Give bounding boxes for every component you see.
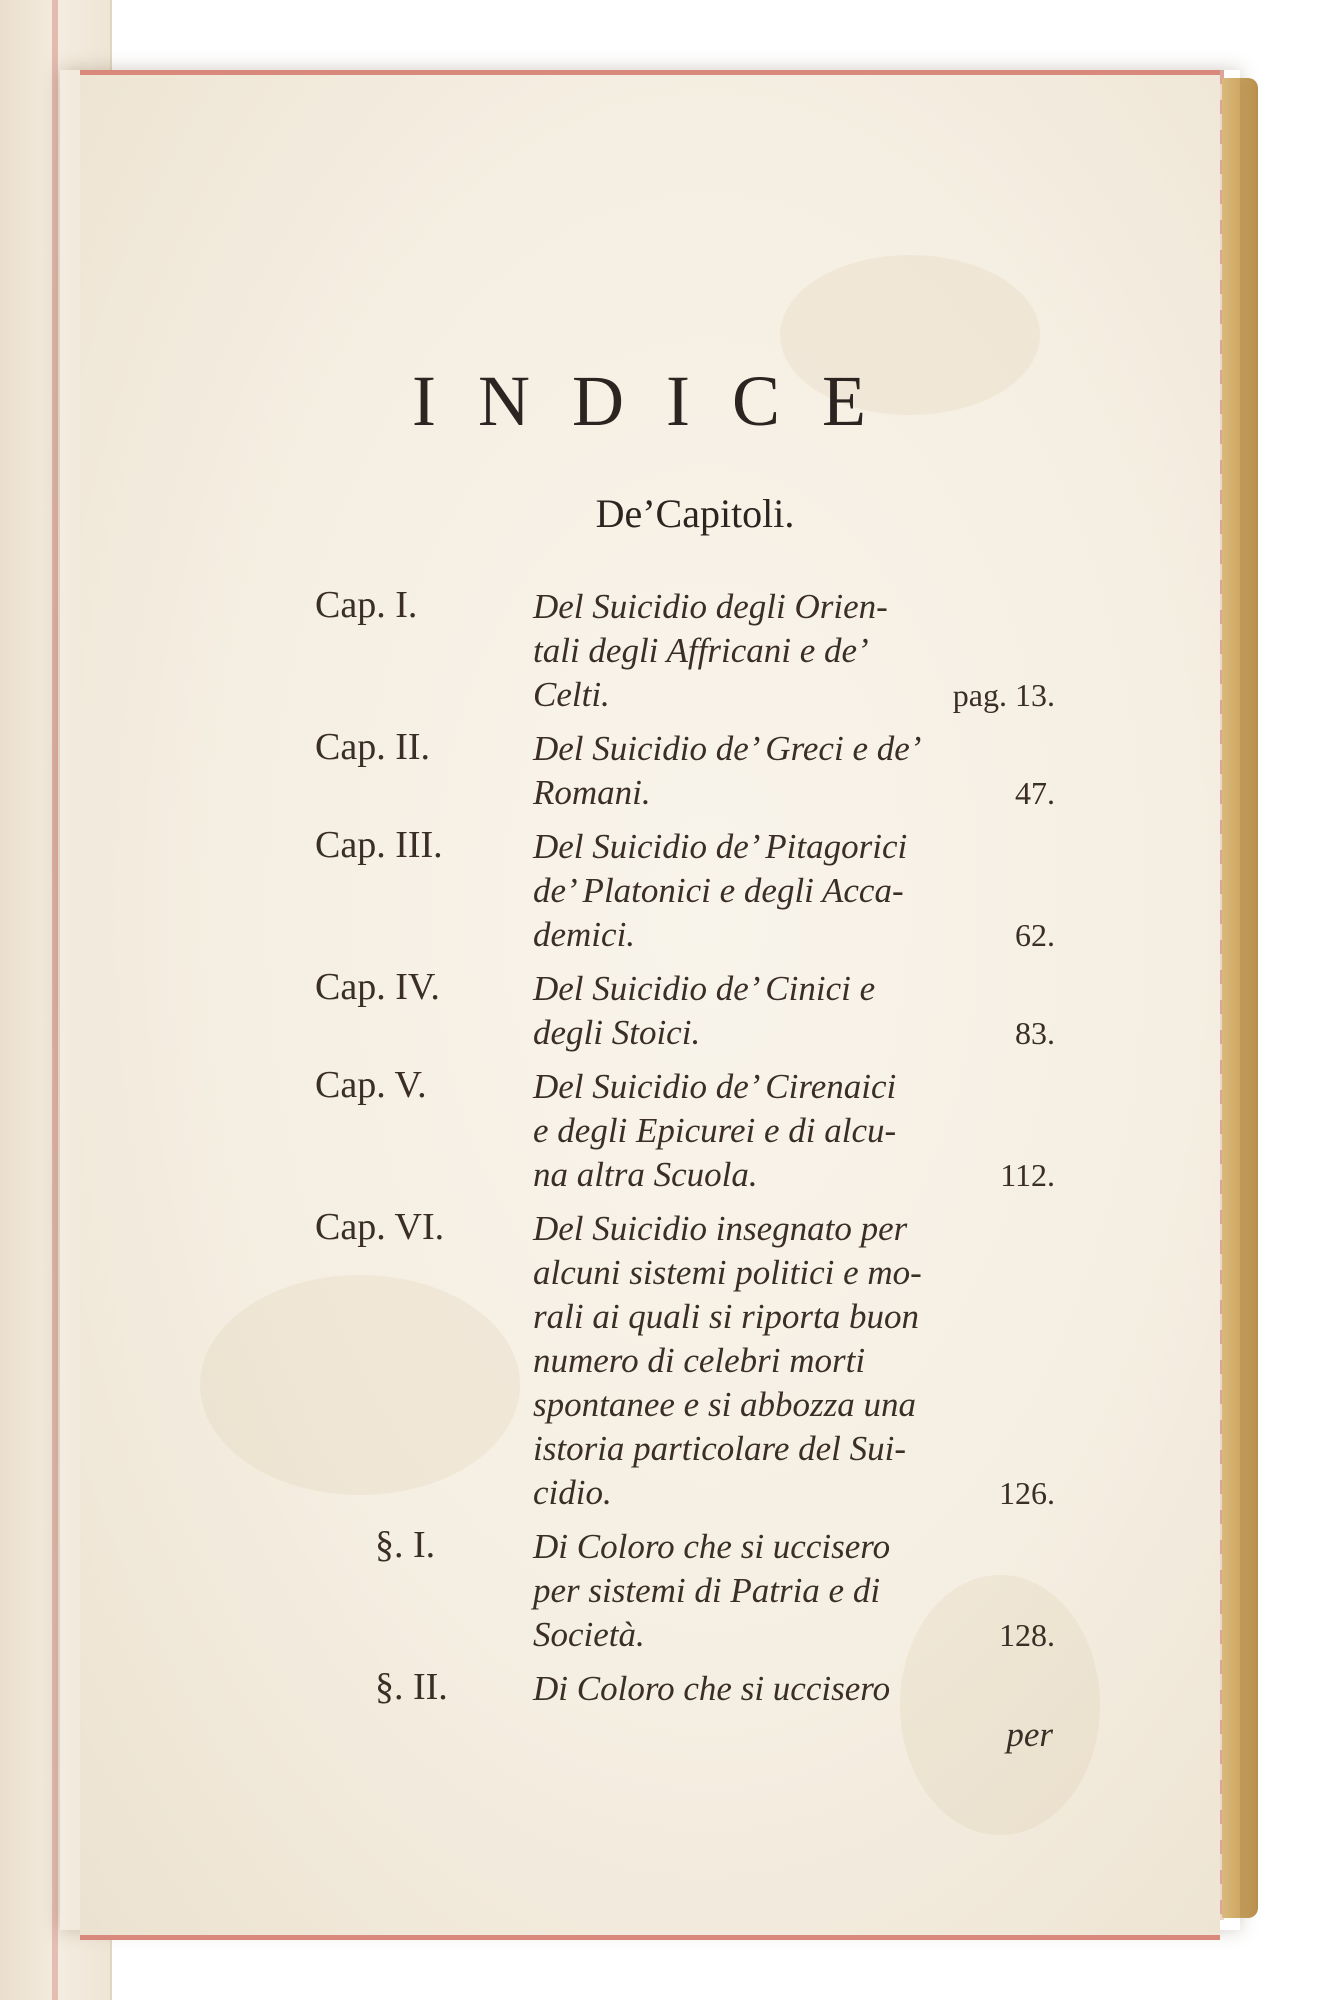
chapter-label: Cap. V. xyxy=(315,1064,427,1106)
page-number: 126. xyxy=(999,1475,1055,1511)
toc-entry-cap-4 xyxy=(315,967,1155,1055)
page-subtitle: De’Capitoli. xyxy=(595,491,795,536)
chapter-title: Del Suicidio degli Orien- tali degli Affricani e de’ Celti. xyxy=(533,587,888,714)
red-page-edge xyxy=(52,0,58,2000)
section-label: §. I. xyxy=(375,1524,436,1566)
chapter-label: Cap. III. xyxy=(315,824,443,866)
page-number: pag. 13. xyxy=(952,677,1055,713)
catchword: per xyxy=(1006,1715,1053,1754)
page-number: 83. xyxy=(1015,1015,1055,1051)
toc-entry-cap-1 xyxy=(315,585,1155,717)
section-title: Di Coloro che si uccisero xyxy=(533,1669,891,1708)
chapter-label: Cap. IV. xyxy=(315,966,440,1008)
chapter-title: Del Suicidio de’ Cinici e degli Stoici. xyxy=(533,969,876,1052)
page-number: 112. xyxy=(1000,1157,1055,1193)
chapter-label: Cap. II. xyxy=(315,726,431,768)
chapter-label: Cap. VI. xyxy=(315,1206,445,1248)
toc-entry-cap-3 xyxy=(315,825,1155,957)
page-number: 47. xyxy=(1015,775,1055,811)
chapter-title: Del Suicidio de’ Pitagorici de’ Platonici e degli Acca- demici. xyxy=(533,827,908,954)
section-title: Di Coloro che si uccisero per sistemi di Patria e di Società. xyxy=(533,1527,891,1654)
section-label: §. II. xyxy=(375,1666,448,1708)
chapter-title: Del Suicidio de’ Greci e de’ Romani. xyxy=(533,729,922,812)
toc-entry-section-2 xyxy=(315,1667,1155,1711)
toc-entry-cap-5 xyxy=(315,1065,1155,1197)
page-number: 128. xyxy=(999,1617,1055,1653)
index-page xyxy=(80,70,1220,1940)
page-title: INDICE xyxy=(412,361,908,441)
chapter-label: Cap. I. xyxy=(315,584,418,626)
chapter-title: Del Suicidio de’ Cirenaici e degli Epicurei e di alcu- na altra Scuola. xyxy=(533,1067,897,1194)
toc-entry-cap-2 xyxy=(315,727,1155,815)
page-number: 62. xyxy=(1015,917,1055,953)
chapter-title: Del Suicidio insegnato per alcuni sistemi politici e mo- rali ai quali si riporta buon numero di celebri morti spontanee e si abbozza una istoria particolare del Sui- cidio. xyxy=(533,1209,922,1512)
toc-entry-cap-6 xyxy=(315,1207,1155,1515)
toc-entry-section-1 xyxy=(315,1525,1155,1657)
table-of-contents xyxy=(315,585,1155,1757)
